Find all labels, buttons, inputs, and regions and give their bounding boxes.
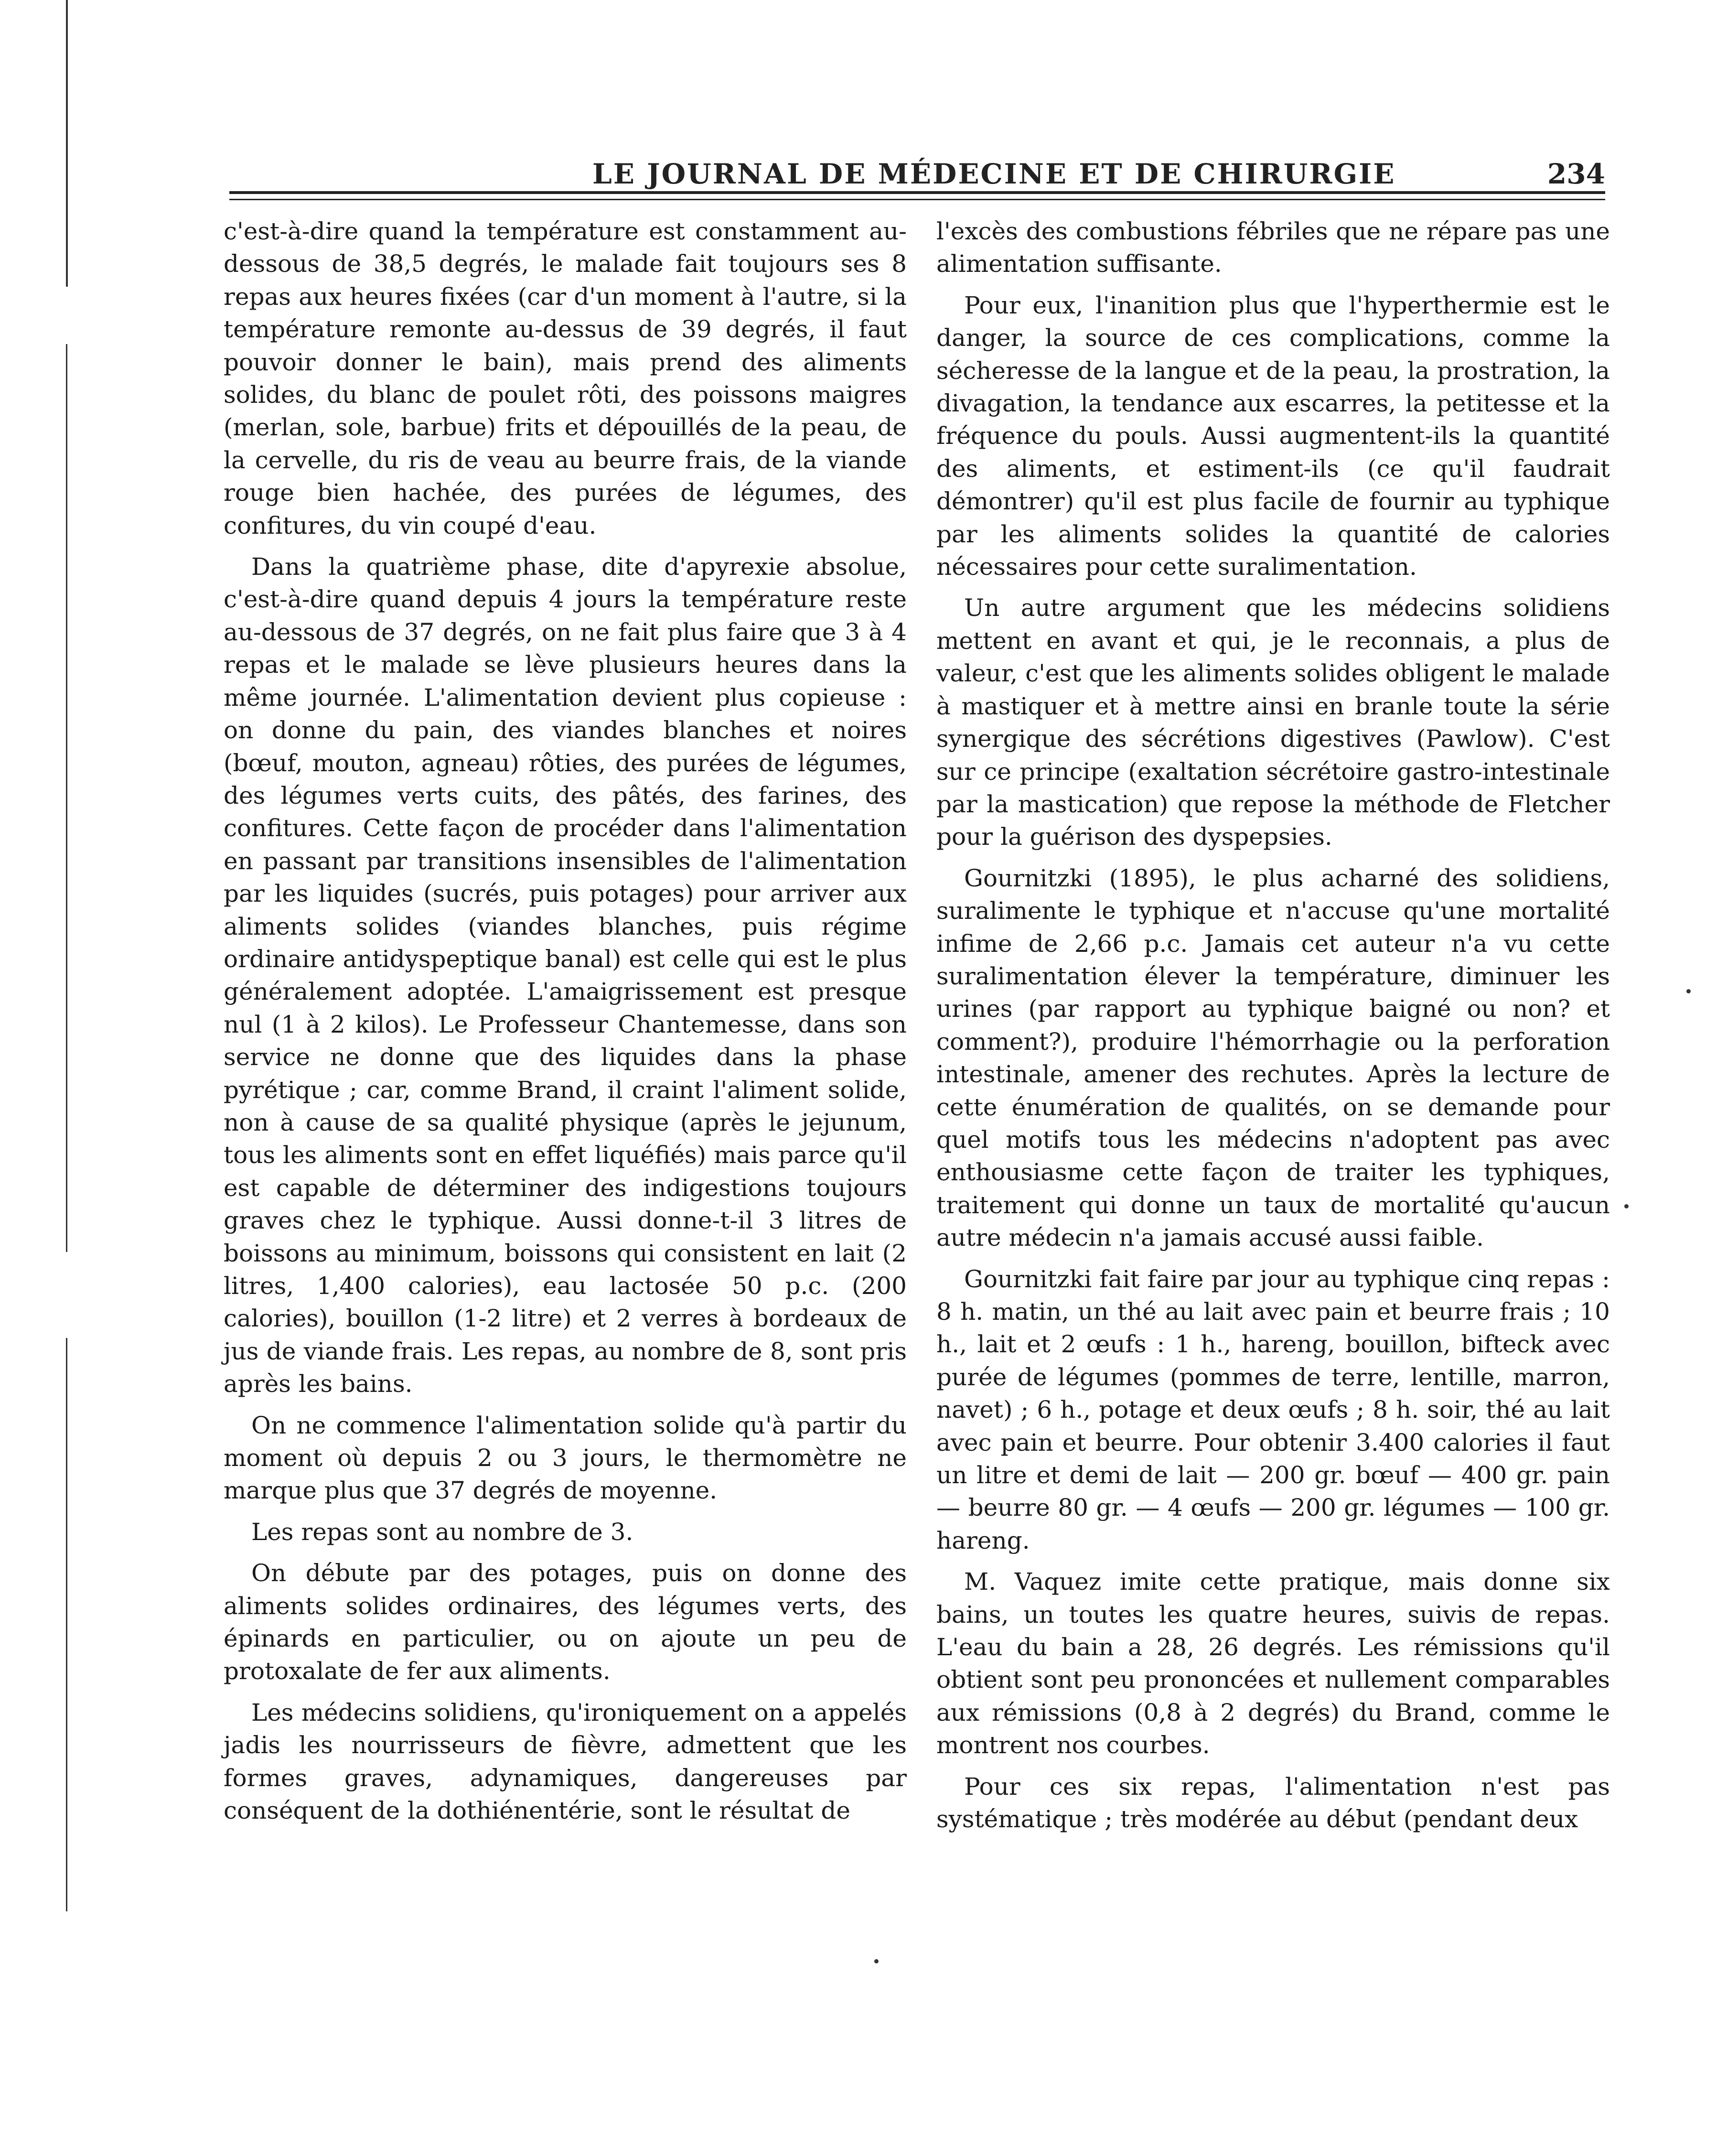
paragraph: c'est-à-dire quand la température est constamment au-dessous de 38,5 degrés, le malade fait toujours ses 8 repas aux heures fixées (car d'un moment à l'autre, si la température remonte au-dessus de 39 degrés, il faut pouvoir donner le bain), mais prend des aliments solides, du blanc de poulet rôti, des poissons maigres (merlan, sole, barbue) frits et dépouillés de la peau, de la cervelle, du ris de veau au beurre frais, de la viande rouge bien hachée, des purées de légumes, des confitures, du vin coupé d'eau.: [224, 217, 907, 539]
left-column: [224, 215, 907, 1836]
paragraph: Pour eux, l'inanition plus que l'hyperthermie est le danger, la source de ces complications, comme la sécheresse de la langue et de la peau, la prostration, la divagation, la tendance aux escarres, la petitesse et la fréquence du pouls. Aussi augmentent-ils la quantité des aliments, et estiment-ils (ce qu'il faudrait démontrer) qu'il est plus facile de fournir au typhique par les aliments solides la quantité de calories nécessaires pour cette suralimentation.: [936, 291, 1610, 581]
paragraph: Les médecins solidiens, qu'ironiquement on a appelés jadis les nourrisseurs de fièvre, admettent que les formes graves, adynamiques, dangereuses par conséquent de la dothiénentérie, sont le résultat de: [224, 1698, 907, 1825]
paragraph: Gournitzki (1895), le plus acharné des solidiens, suralimente le typhique et n'accuse qu'une mortalité infime de 2,66 p.c. Jamais cet auteur n'a vu cette suralimentation élever la température, diminuer les urines (par rapport au typhique baigné ou non? et comment?), produire l'hémorrhagie ou la perforation intestinale, amener des rechutes. Après la lecture de cette énumération de qualités, on se demande pour quel motifs tous les médecins n'adoptent pas avec enthousiasme cette façon de traiter les typhiques, traitement qui donne un taux de mortalité qu'aucun autre médecin n'a jamais accusé aussi faible.: [936, 864, 1610, 1252]
scan-speck: [1686, 989, 1691, 993]
scan-speck: [874, 1959, 879, 1963]
paragraph: Gournitzki fait faire par jour au typhique cinq repas : 8 h. matin, un thé au lait avec pain et beurre frais ; 10 h., lait et 2 œufs : 1 h., hareng, bouillon, bifteck avec purée de légumes (pommes de terre, lentille, marron, navet) ; 6 h., potage et deux œufs ; 8 h. soir, thé au lait avec pain et beurre. Pour obtenir 3.400 calories il faut un litre et demi de lait — 200 gr. bœuf — 400 gr. pain — beurre 80 gr. — 4 œufs — 200 gr. légumes — 100 gr. hareng.: [936, 1265, 1610, 1554]
journal-title: LE JOURNAL DE MÉDECINE ET DE CHIRURGIE: [592, 158, 1396, 190]
paragraph: On ne commence l'alimentation solide qu'à partir du moment où depuis 2 ou 3 jours, le thermomètre ne marque plus que 37 degrés de moyenne.: [224, 1411, 907, 1505]
right-column: [936, 215, 1610, 1844]
running-header: [229, 158, 1605, 196]
paragraph: l'excès des combustions fébriles que ne répare pas une alimentation suffisante.: [936, 217, 1610, 278]
header-rule-thick: [229, 191, 1605, 194]
scan-speck: [1624, 1204, 1629, 1208]
scan-edge-line: [66, 344, 67, 1252]
scan-edge-line: [66, 0, 68, 287]
paragraph: Pour ces six repas, l'alimentation n'est pas systématique ; très modérée au début (pendant deux: [936, 1772, 1610, 1833]
paragraph: Un autre argument que les médecins solidiens mettent en avant et qui, je le reconnais, a plus de valeur, c'est que les aliments solides obligent le malade à mastiquer et à mettre ainsi en branle toute la série synergique des sécrétions digestives (Pawlow). C'est sur ce principe (exaltation sécrétoire gastro-intestinale par la mastication) que repose la méthode de Fletcher pour la guérison des dyspepsies.: [936, 594, 1610, 851]
paragraph: Les repas sont au nombre de 3.: [251, 1518, 633, 1546]
paragraph: Dans la quatrième phase, dite d'apyrexie absolue, c'est-à-dire quand depuis 4 jours la température reste au-dessous de 37 degrés, on ne fait plus faire que 3 à 4 repas et le malade se lève plusieurs heures dans la même journée. L'alimentation devient plus copieuse : on donne du pain, des viandes blanches et noires (bœuf, mouton, agneau) rôties, des purées de légumes, des légumes verts cuits, des pâtés, des farines, des confitures. Cette façon de procéder dans l'alimentation en passant par transitions insensibles de l'alimentation par les liquides (sucrés, puis potages) pour arriver aux aliments solides (viandes blanches, puis régime ordinaire antidyspeptique banal) est celle qui est le plus généralement adoptée. L'amaigrissement est presque nul (1 à 2 kilos). Le Professeur Chantemesse, dans son service ne donne que des liquides dans la phase pyrétique ; car, comme Brand, il craint l'aliment solide, non à cause de sa qualité physique (après le jejunum, tous les aliments sont en effet liquéfiés) mais parce qu'il est capable de déterminer des indigestions toujours graves chez le typhique. Aussi donne-t-il 3 litres de boissons au minimum, boissons qui consistent en lait (2 litres, 1,400 calories), eau lactosée 50 p.c. (200 calories), bouillon (1-2 litre) et 2 verres à bordeaux de jus de viande frais. Les repas, au nombre de 8, sont pris après les bains.: [224, 553, 907, 1398]
paragraph: On débute par des potages, puis on donne des aliments solides ordinaires, des légumes verts, des épinards en particulier, ou on ajoute un peu de protoxalate de fer aux aliments.: [224, 1559, 907, 1685]
header-rule-thin: [229, 199, 1605, 200]
page-number: 234: [1547, 158, 1605, 190]
paragraph: M. Vaquez imite cette pratique, mais donne six bains, un toutes les quatre heures, suivis de repas. L'eau du bain a 28, 26 degrés. Les rémissions qu'il obtient sont peu prononcées et nullement comparables aux rémissions (0,8 à 2 degrés) du Brand, comme le montrent nos courbes.: [936, 1568, 1610, 1759]
scan-edge-line: [66, 1338, 67, 1911]
